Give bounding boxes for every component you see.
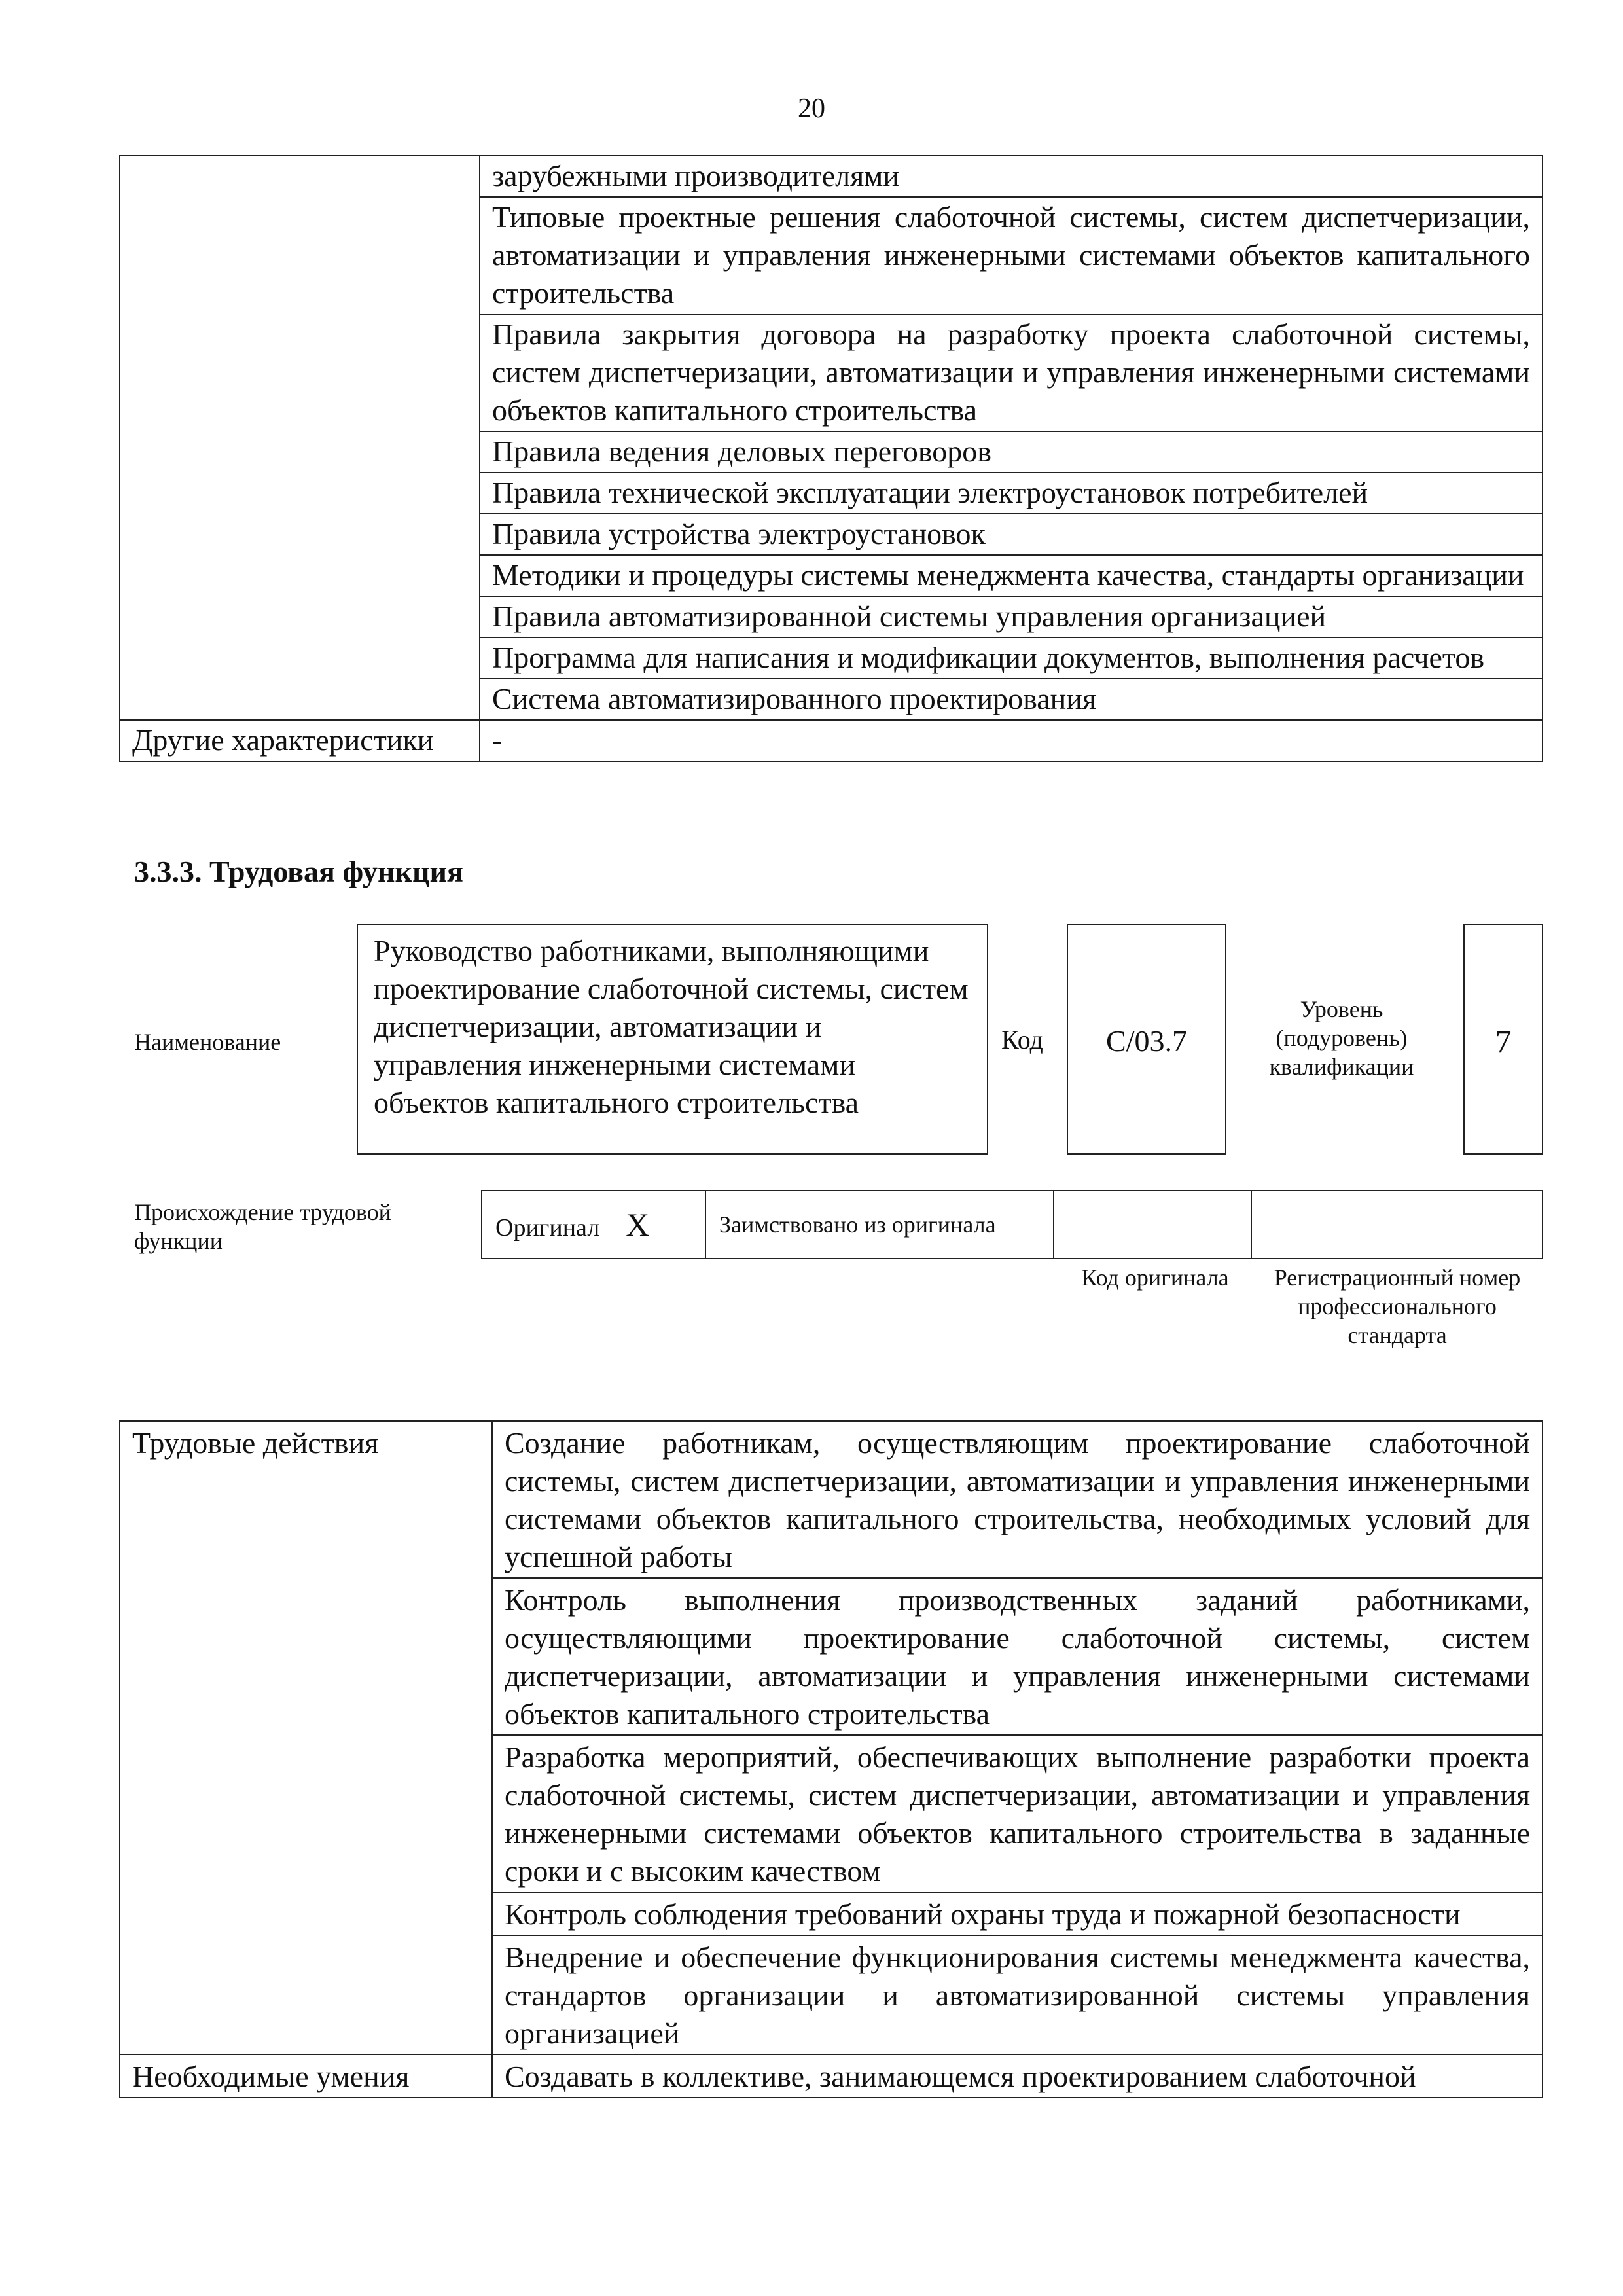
labor-actions-table [119, 1420, 1543, 2098]
page-number: 20 [798, 94, 825, 124]
code-label: Код [1001, 1025, 1043, 1054]
original-label: Оригинал [495, 1214, 600, 1242]
knowledge-table-continuation [119, 155, 1543, 762]
knowledge-items-cell [480, 156, 1543, 720]
function-name-box: Руководство работниками, выполняющими проектирование слаботочной системы, систем диспетчеризации, автоматизации и управления инженерными системами объектов капитального строительства [357, 924, 988, 1155]
registration-number-caption: Регистрационный номер профессионального стандарта [1274, 1265, 1521, 1348]
knowledge-item: Правила устройства электроустановок [480, 513, 1542, 554]
empty-label-cell [120, 156, 480, 720]
knowledge-item: зарубежными производителями [492, 159, 899, 192]
name-label: Наименование [134, 1029, 281, 1055]
knowledge-item: Система автоматизированного проектирования [480, 678, 1542, 719]
required-skills-label: Необходимые умения [120, 2054, 492, 2098]
qualification-level-label: Уровень (подуровень) квалификации [1269, 996, 1414, 1080]
other-characteristics-label: Другие характеристики [120, 720, 480, 761]
labor-action-item: Контроль выполнения производственных заданий работниками, осуществляющими проектирование слаботочной системы, систем диспетчеризации, автоматизации и управления инженерными системами объектов капитального строительства [493, 1577, 1542, 1734]
labor-actions-label: Трудовые действия [120, 1421, 492, 2054]
labor-actions-cell [492, 1421, 1543, 2054]
knowledge-item: Методики и процедуры системы менеджмента качества, стандарты организации [480, 554, 1542, 596]
knowledge-item: Правила автоматизированной системы управления организацией [480, 596, 1542, 637]
origin-table [481, 1190, 1543, 1259]
labor-action-item: Внедрение и обеспечение функционирования системы менеджмента качества, стандартов организации и автоматизированной системы управления организацией [493, 1935, 1542, 2054]
original-code-cell [1054, 1191, 1251, 1259]
qualification-level-box: 7 [1463, 924, 1543, 1155]
section-heading: 3.3.3. Трудовая функция [134, 855, 463, 888]
original-cell [482, 1191, 705, 1259]
origin-label: Происхождение трудовой функции [134, 1199, 391, 1254]
borrowed-label: Заимствовано из оригинала [705, 1191, 1054, 1259]
other-characteristics-value: - [480, 720, 1543, 761]
knowledge-item: Правила технической эксплуатации электроустановок потребителей [480, 472, 1542, 513]
labor-action-item: Создание работникам, осуществляющим проектирование слаботочной системы, систем диспетчеризации, автоматизации и управления инженерными системами объектов капитального строительства, необходимых условий для успешной работы [505, 1426, 1530, 1573]
knowledge-item: Правила ведения деловых переговоров [480, 431, 1542, 472]
knowledge-item: Программа для написания и модификации документов, выполнения расчетов [480, 637, 1542, 678]
required-skills-cell [492, 2054, 1543, 2098]
knowledge-item: Правила закрытия договора на разработку проекта слаботочной системы, систем диспетчеризации, автоматизации и управления инженерными системами объектов капитального строительства [480, 314, 1542, 431]
original-mark: X [626, 1206, 650, 1243]
registration-number-cell [1251, 1191, 1543, 1259]
function-code-box: C/03.7 [1067, 924, 1226, 1155]
labor-action-item: Контроль соблюдения требований охраны труда и пожарной безопасности [493, 1892, 1542, 1935]
original-code-caption: Код оригинала [1081, 1265, 1229, 1291]
labor-action-item: Разработка мероприятий, обеспечивающих выполнение разработки проекта слаботочной системы, систем диспетчеризации, автоматизации и управления инженерными системами объектов капитального строительства в заданные сроки и с высоким качеством [493, 1734, 1542, 1892]
knowledge-item: Типовые проектные решения слаботочной системы, систем диспетчеризации, автоматизации и управления инженерными системами объектов капитального строительства [480, 196, 1542, 314]
required-skill-item: Создавать в коллективе, занимающемся проектированием слаботочной [505, 2060, 1416, 2093]
